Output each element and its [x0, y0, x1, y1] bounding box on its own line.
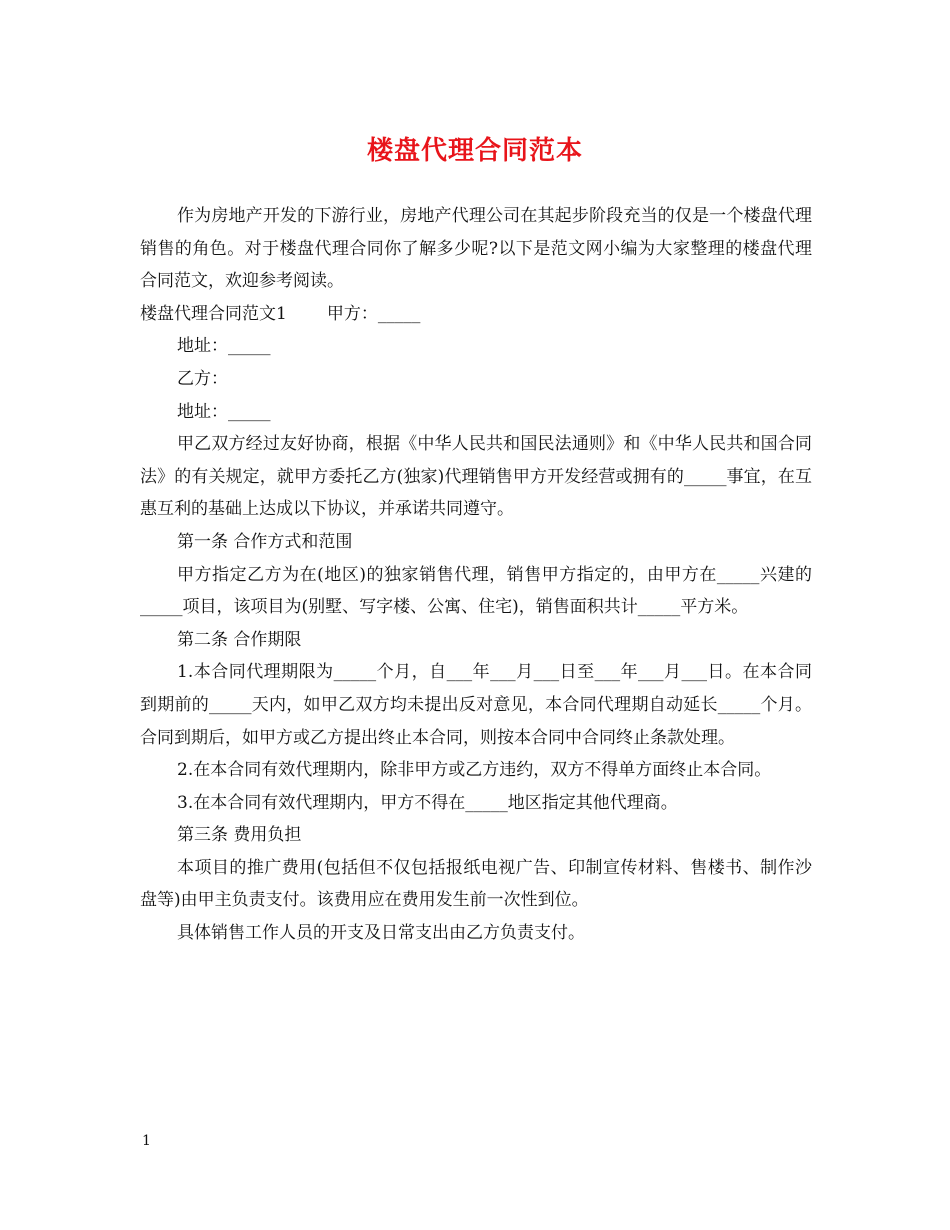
article-1-paragraph: 甲方指定乙方为在(地区)的独家销售代理，销售甲方指定的，由甲方在_____兴建的_____项目，该项目为(别墅、写字楼、公寓、住宅)，销售面积共计_____平方米。 [140, 564, 812, 618]
contract-sample-heading: 楼盘代理合同范文1 [140, 303, 287, 324]
contract-heading-row [140, 298, 812, 331]
document-title: 楼盘代理合同范本 [366, 136, 583, 166]
party-a-address: 地址：_____ [177, 336, 271, 357]
article-3-paragraph-2: 具体销售工作人员的开支及日常支出由乙方负责支付。 [177, 923, 585, 944]
article-2-heading: 第二条 合作期限 [177, 629, 302, 650]
article-3-paragraph-1: 本项目的推广费用(包括但不仅包括报纸电视广告、印制宣传材料、售楼书、制作沙盘等)由甲主负责支付。该费用应在费用发生前一次性到位。 [140, 857, 812, 911]
document-body [140, 200, 812, 950]
preamble-paragraph: 甲乙双方经过友好协商，根据《中华人民共和国民法通则》和《中华人民共和国合同法》的有关规定，就甲方委托乙方(独家)代理销售甲方开发经营或拥有的_____事宜，在互惠互利的基础上达成以下协议，并承诺共同遵守。 [140, 434, 812, 520]
article-2-clause-3: 3.在本合同有效代理期内，甲方不得在_____地区指定其他代理商。 [177, 792, 678, 813]
intro-paragraph: 作为房地产开发的下游行业，房地产代理公司在其起步阶段充当的仅是一个楼盘代理销售的角色。对于楼盘代理合同你了解多少呢?以下是范文网小编为大家整理的楼盘代理合同范文，欢迎参考阅读。 [140, 206, 812, 292]
article-3-heading: 第三条 费用负担 [177, 825, 302, 846]
article-2-clause-2: 2.在本合同有效代理期内，除非甲方或乙方违约，双方不得单方面终止本合同。 [177, 760, 772, 781]
article-2-clause-1: 1.本合同代理期限为_____个月，自___年___月___日至___年___月___日。在本合同到期前的_____天内，如甲乙双方均未提出反对意见，本合同代理期自动延长_____个月。合同到期后，如甲方或乙方提出终止本合同，则按本合同中合同终止条款处理。 [140, 662, 812, 748]
article-1-heading: 第一条 合作方式和范围 [177, 531, 353, 552]
party-b-line: 乙方： [177, 368, 228, 389]
party-a-line: 甲方：_____ [326, 303, 421, 324]
page-number: 1 [142, 1133, 151, 1149]
party-b-address: 地址：_____ [177, 401, 271, 422]
